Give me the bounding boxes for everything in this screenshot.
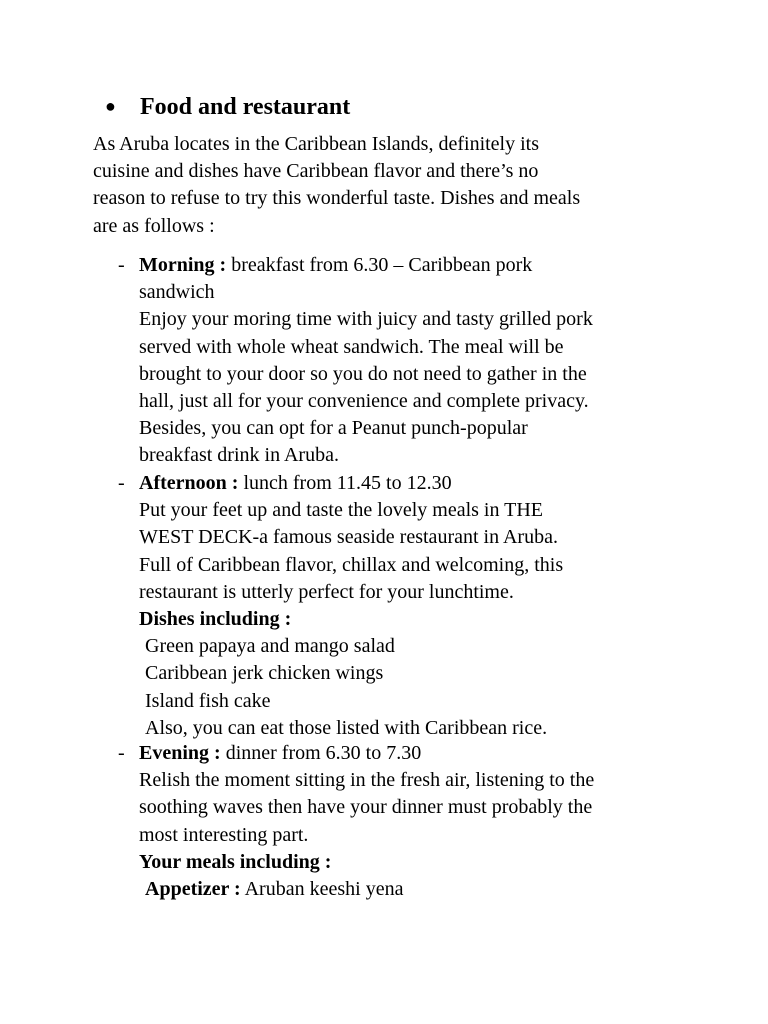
morning-label: Morning : [139,254,227,276]
morning-line: served with whole wheat sandwich. The meal will be [139,335,564,358]
afternoon-time: lunch from 11.45 to 12.30 [238,472,452,494]
appetizer-label: Appetizer : [145,878,241,901]
dishes-heading: Dishes including : [139,608,292,631]
heading-title: Food and restaurant [140,94,351,120]
dish-item: Caribbean jerk chicken wings [145,662,384,685]
afternoon-line: Put your feet up and taste the lovely meals in THE [139,499,543,522]
evening-line: most interesting part. [139,823,309,846]
afternoon-line: restaurant is utterly perfect for your lunchtime. [139,580,514,603]
appetizer-line [139,876,594,903]
dash-marker: - [118,254,125,276]
intro-line: As Aruba locates in the Caribbean Islands, definitely its [93,133,540,155]
afternoon-line: Full of Caribbean flavor, chillax and welcoming, this [139,553,564,576]
dish-item: Green papaya and mango salad [145,635,395,658]
morning-time: breakfast from 6.30 – Caribbean pork [226,254,533,276]
evening-time: dinner from 6.30 to 7.30 [220,742,422,764]
section-heading [105,88,350,125]
intro-line: are as follows : [93,214,215,237]
morning-line: Besides, you can opt for a Peanut punch-popular [139,417,528,440]
evening-label: Evening : [139,742,221,764]
dash-marker: - [118,742,125,764]
bullet-icon: ● [105,96,116,116]
morning-line: hall, just all for your convenience and complete privacy. [139,390,589,413]
intro-line: reason to refuse to try this wonderful taste. Dishes and meals [93,187,581,210]
evening-line: Relish the moment sitting in the fresh air, listening to the [139,769,595,792]
intro-line: cuisine and dishes have Caribbean flavor and there’s no [93,160,539,183]
intro-paragraph [93,131,580,240]
afternoon-section [118,470,563,742]
afternoon-label: Afternoon : [139,472,239,494]
meals-heading: Your meals including : [139,850,332,873]
morning-first-line [139,252,593,279]
afternoon-line: WEST DECK-a famous seaside restaurant in Aruba. [139,526,558,549]
dash-marker: - [118,472,125,494]
evening-line: soothing waves then have your dinner must probably the [139,796,593,819]
morning-line: breakfast drink in Aruba. [139,444,339,467]
evening-section [118,740,594,903]
morning-line: sandwich [139,281,215,304]
afternoon-first-line [139,470,563,497]
morning-line: brought to your door so you do not need to gather in the [139,362,587,385]
dish-item: Island fish cake [145,689,271,712]
morning-section [118,252,593,470]
dish-item: Also, you can eat those listed with Caribbean rice. [145,716,548,739]
appetizer-value: Aruban keeshi yena [240,878,404,901]
morning-line: Enjoy your moring time with juicy and tasty grilled pork [139,308,593,331]
evening-first-line [139,740,594,767]
